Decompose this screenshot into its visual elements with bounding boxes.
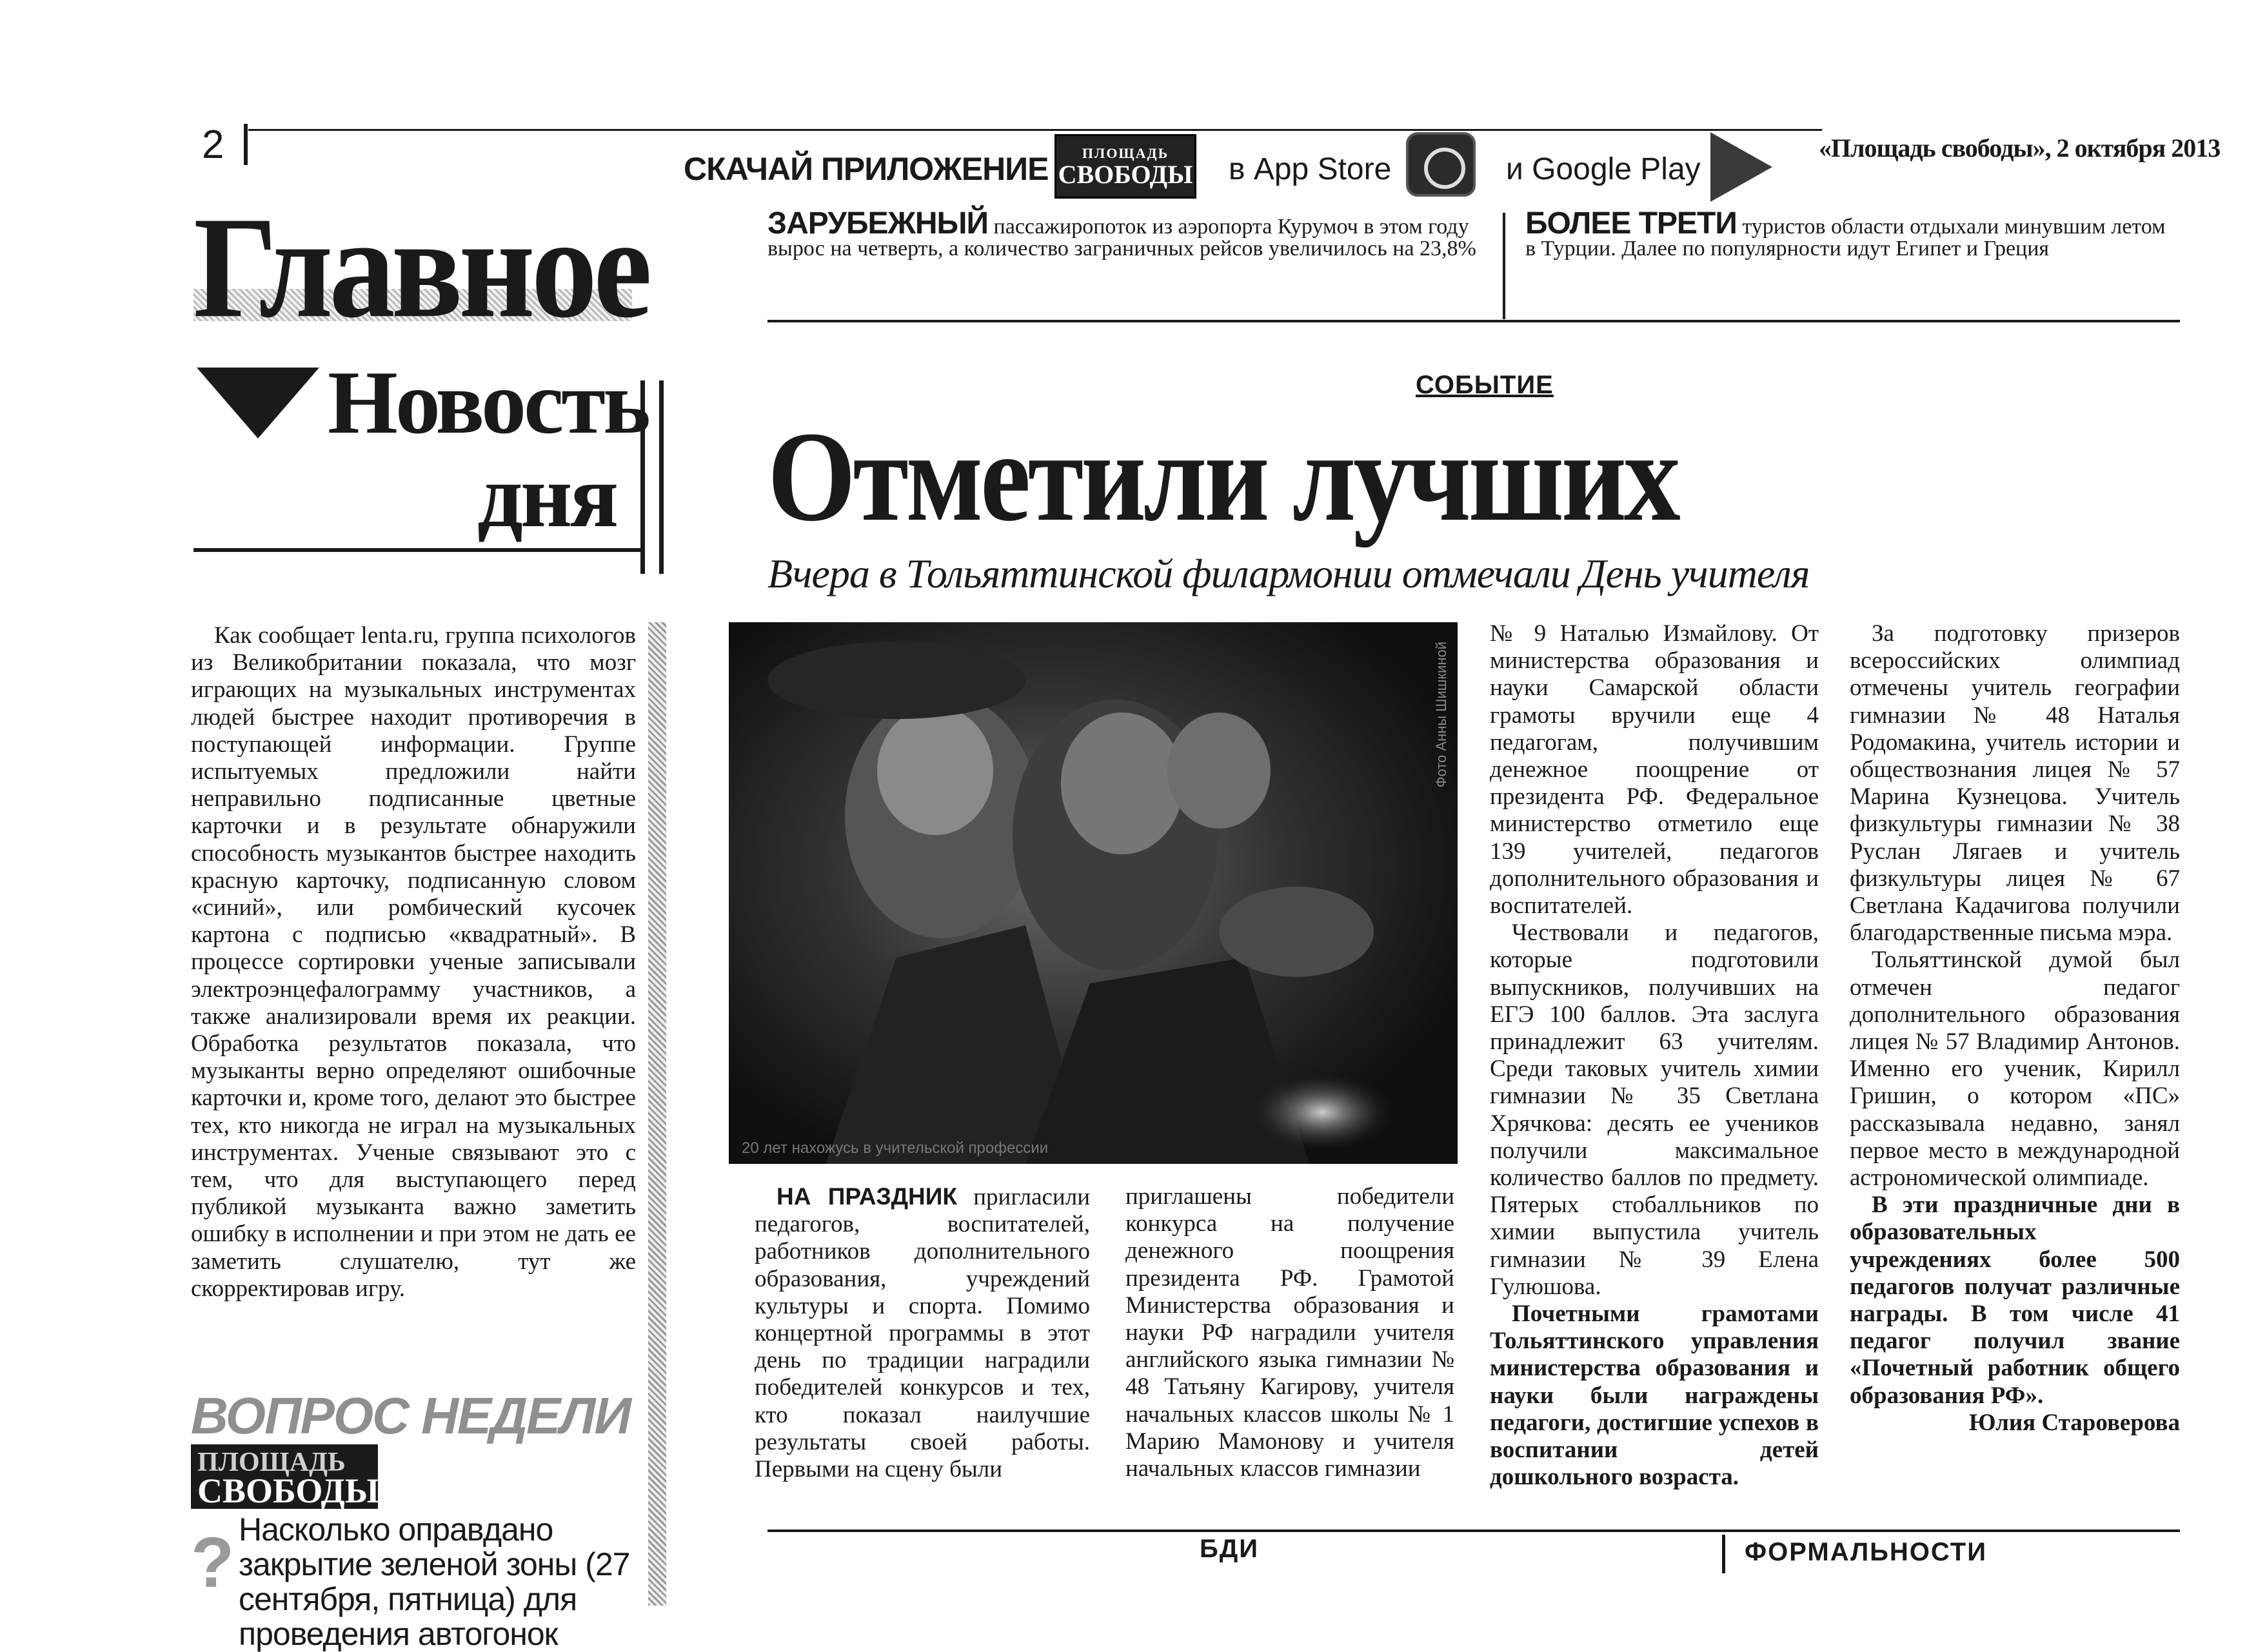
article-col1-text: пригласили педагогов, воспитателей, работников дополнительного образования, учреждений культуры и спорта. Помимо концертной программы в этот день по традиции наградили победителей конкурсов и тех, кто показал наилучшие результаты своей работы. Первыми на сцену были <box>755 1184 1090 1483</box>
section-title: Главное <box>193 187 649 348</box>
article-column-1 <box>755 1183 1090 1483</box>
article-lead-keyword: НА ПРАЗДНИК <box>777 1183 957 1210</box>
article-col2-text: приглашены победители конкурса на получение денежного поощрения президента РФ. Грамотой Министерства образования и науки РФ наградили учителя английского языка гимназии № 48 Татьяну Кагирову, учителя начальных классов школы № 1 Марию Мамонову и учителя начальных классов гимназии <box>1125 1183 1454 1482</box>
page-number-divider <box>244 124 248 165</box>
sidebar-hatch-border <box>648 622 666 1606</box>
news-of-day-bars <box>640 380 664 574</box>
article-subhead: Вчера в Тольяттинской филармонии отмечали День учителя <box>767 551 1810 596</box>
article-photo <box>729 622 1458 1164</box>
ticker-rule <box>767 320 2180 322</box>
article-column-4 <box>1850 620 2180 1437</box>
article-col3-p2: Чествовали и педагогов, которые подготовили выпускников, получивших на ЕГЭ 100 баллов. Эта заслуга принадлежит 63 учителям. Среди таковых учитель химии гимназии № 35 Светлана Хрячкова: десять ее учеников получили максимальное количество баллов по предмету. Пятерых стобалльников по химии выпустила учитель гимназии № 39 Елена Гулюшова. <box>1490 919 1819 1300</box>
ticker-left-keyword: ЗАРУБЕЖНЫЙ <box>767 206 989 241</box>
ticker-divider <box>1503 213 1505 319</box>
triangle-marker-icon <box>197 368 319 438</box>
ticker-left-text: пассажиропоток из аэропорта Курумоч в этом году вырос на четверть, а количество заграничных рейсов увеличилось на 23,8% <box>767 215 1476 261</box>
article-photo-image <box>729 622 1458 1164</box>
question-of-week-text: Насколько оправдано закрытие зеленой зоны (27 сентября, пятница) для проведения автогонок <box>239 1511 630 1652</box>
question-of-week-title: ВОПРОС НЕДЕЛИ <box>191 1387 630 1444</box>
google-play-icon <box>1710 132 1772 202</box>
footer-teaser-right: ФОРМАЛЬНОСТИ <box>1745 1538 1987 1566</box>
article-column-3 <box>1490 620 1819 1491</box>
top-rule <box>248 129 1822 131</box>
question-of-week-logo <box>191 1444 378 1509</box>
news-of-day-line2: дня <box>477 446 617 546</box>
article-author: Юлия Староверова <box>1968 1409 2180 1436</box>
photo-credit: Фото Анны Шишкиной <box>1433 642 1449 788</box>
article-col4-p1: За подготовку призеров всероссийских олимпиад отмечены учитель географии гимназии № 48 Наталья Родомакина, учитель истории и обществознания лицея № 57 Марина Кузнецова. Учитель физкультуры гимназии № 38 Руслан Лягаев и учитель физкультуры лицея № 67 Светлана Кадачигова получили благодарственные письма мэра. <box>1850 620 2180 947</box>
question-logo-line2: СВОБОДЫ <box>197 1471 379 1510</box>
ticker-left <box>767 206 1483 261</box>
article-col4-p2: Тольяттинской думой был отмечен педагог дополнительного образования лицея № 57 Владимир Антонов. Именно его ученик, Кирилл Гришин, о котором «ПС» рассказывала недавно, занял первое место в международной астрономической олимпиаде. <box>1850 947 2180 1192</box>
article-rubric: СОБЫТИЕ <box>1416 371 1554 399</box>
ticker-right <box>1525 206 2180 261</box>
news-of-day-line1: Новость <box>328 353 648 453</box>
footer-rule <box>767 1529 2180 1532</box>
article-col4-p3: В эти праздничные дни в образовательных учреждениях более 500 педагогов получат различные награды. В том числе 41 педагог получил звание «Почетный работник общего образования РФ». <box>1850 1192 2180 1409</box>
ticker-right-text: туристов области отдыхали минувшим летом в Турции. Далее по популярности идут Египет и Греция <box>1525 215 2166 261</box>
article-headline: Отметили лучших <box>767 406 1678 548</box>
promo-app-logo <box>1054 134 1196 199</box>
article-column-2 <box>1125 1183 1454 1482</box>
promo-logo-line1: ПЛОЩАДЬ <box>1082 145 1169 161</box>
photo-caption: 20 лет нахожусь в учительской профессии <box>742 1139 1049 1157</box>
news-of-day-rule <box>193 548 645 552</box>
footer-teaser-left: БДИ <box>1200 1535 1259 1563</box>
masthead-date: «Площадь свободы», 2 октября 2013 <box>1819 133 2221 162</box>
question-logo-line1: ПЛОЩАДЬ <box>197 1448 346 1477</box>
promo-logo-line2: СВОБОДЫ <box>1058 160 1193 189</box>
news-of-day-body: Как сообщает lenta.ru, группа психологов из Великобритании показала, что мозг играющих на музыкальных инструментах людей быстрее находит противоречия в поступающей информации. Группе испытуемых предложили найти неправильно подписанные цветные карточки и в результате обнаружили способность музыкантов быстрее находить красную карточку, подписанную словом «синий», или ромбический кусочек картона с подписью «квадратный». В процессе сортировки ученые записывали электроэнцефалограмму участников, а также анализировали время их реакции. Обработка результатов показала, что музыканты верно определяют ошибочные карточки и, кроме того, делают это быстрее тех, кто никогда не играл на музыкальных инструментах. Ученые связывают это с тем, что для выступающего перед публикой музыканта важно заметить ошибку в исполнении и при этом не дать ее заметить слушателю, тут же скорректировав игру. <box>191 622 636 1302</box>
promo-download-label: СКАЧАЙ ПРИЛОЖЕНИЕ <box>684 151 1049 187</box>
ticker-right-keyword: БОЛЕЕ ТРЕТИ <box>1525 206 1737 241</box>
promo-google-label: и Google Play <box>1506 152 1701 186</box>
article-col3-p1: № 9 Наталью Измайлову. От министерства образования и науки Самарской области грамоты вручили еще 4 педагогам, получившим денежное поощрение от президента РФ. Федеральное министерство отметило еще 139 учителей, педагогов дополнительного образования и воспитателей. <box>1490 620 1819 919</box>
page-number: 2 <box>202 123 224 167</box>
question-mark-icon: ? <box>191 1523 235 1602</box>
promo-appstore-label: в App Store <box>1229 152 1392 186</box>
footer-divider <box>1722 1535 1725 1573</box>
app-store-icon <box>1406 132 1476 197</box>
article-col3-p3: Почетными грамотами Тольяттинского управления министерства образования и науки были награждены педагоги, достигшие успехов в воспитании детей дошкольного возраста. <box>1490 1301 1819 1491</box>
